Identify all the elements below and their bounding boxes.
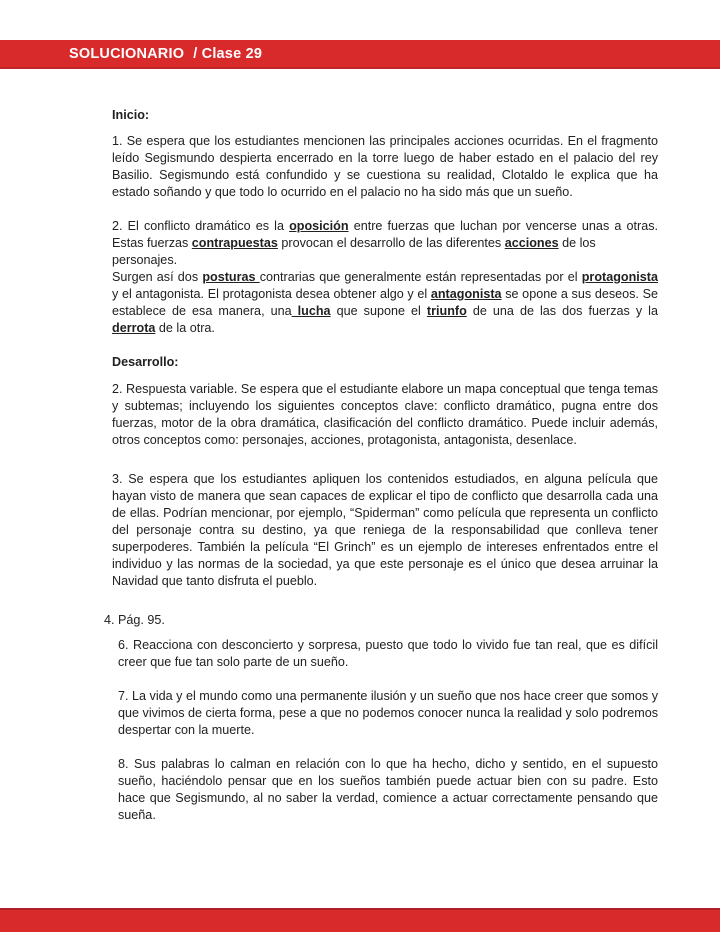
text-run: y el antagonista. El protagonista desea obtener algo y el (112, 287, 431, 301)
underlined-term-protagonista: protagonista (581, 270, 658, 284)
text-run: que supone el (330, 304, 427, 318)
paragraph-answer-7: 7. La vida y el mundo como una permanente ilusión y un sueño que nos hace creer que somos y que vivimos de cierta forma, pese a que no podemos conocer nunca la realidad y solo podremos despertar con la muerte. (118, 689, 658, 737)
text-run: Surgen así dos (112, 270, 203, 284)
underlined-term-posturas: posturas (202, 270, 260, 284)
paragraph-answer-desarrollo-3: 3. Se espera que los estudiantes apliquen los contenidos estudiados, en alguna película que hayan visto de manera que sean capaces de explicar el tipo de conflicto que desarrolla cada una de ellas. Podrían mencionar, por ejemplo, “Spiderman” como película que representa un conflicto del personaje contra su destino, ya que reniega de la responsabilidad que conlleva tener superpoderes. También la película “El Grinch” es un ejemplo de intereses enfrentados entre el individuo y las normas de la sociedad, ya que este personaje es el único que desea arruinar la Navidad que tanto disfruta el pueblo. (112, 472, 658, 588)
underlined-term-contrapuestas: contrapuestas (191, 236, 278, 250)
header-bar (0, 40, 720, 69)
underlined-term-triunfo: triunfo (426, 304, 467, 318)
underlined-term-derrota: derrota (112, 321, 156, 335)
text-run: provocan el desarrollo de las diferentes (277, 236, 505, 250)
title-brand: SOLUCIONARIO (69, 45, 185, 62)
document-title (69, 46, 262, 62)
underlined-term-oposicion: oposición (289, 219, 349, 233)
underlined-term-lucha: lucha (291, 304, 331, 318)
document-content (104, 107, 658, 841)
paragraph-answer-6: 6. Reacciona con desconcierto y sorpresa, puesto que todo lo vivido fue tan real, que es difícil creer que fue tan solo parte de un sueño. (118, 638, 658, 669)
title-class-label: / Clase 29 (193, 45, 263, 62)
paragraph-answer-1: 1. Se espera que los estudiantes mencionen las principales acciones ocurridas. En el fragmento leído Segismundo despierta encerrado en la torre luego de haber estado en el palacio del rey Basilio. Segismundo está confundido y se cuestiona su realidad, Clotaldo le explica que ha estado soñando y que todo lo ocurrido en el palacio no ha sido más que un sueño. (112, 134, 658, 199)
text-run: contrarias que generalmente están representadas por el (259, 270, 582, 284)
paragraph-answer-2a (112, 218, 658, 269)
paragraph-answer-2b (112, 269, 658, 337)
text-run: 2. El conflicto dramático es la (112, 219, 290, 233)
underlined-term-antagonista: antagonista (430, 287, 502, 301)
section-heading-desarrollo: Desarrollo: (112, 355, 179, 369)
paragraph-answer-8: 8. Sus palabras lo calman en relación con lo que ha hecho, dicho y sentido, en el supuesto sueño, haciéndolo pensar que en los sueños también puede actuar bien con su padre. Esto hace que Segismundo, al no saber la verdad, comience a actuar correctamente pensando que sueña. (118, 757, 658, 822)
paragraph-answer-desarrollo-2: 2. Respuesta variable. Se espera que el estudiante elabore un mapa conceptual que tenga temas y subtemas; incluyendo los siguientes conceptos clave: conflicto dramático, pugna entre dos fuerzas, motor de la obra dramática, clasificación del conflicto dramático. Puede incluir además, otros conceptos como: personajes, acciones, protagonista, antagonista, desenlace. (112, 382, 658, 447)
text-run: de los (558, 236, 596, 250)
footer-bar (0, 908, 720, 932)
underlined-term-acciones: acciones (504, 236, 559, 250)
section-heading-inicio: Inicio: (112, 108, 150, 122)
page-reference: 4. Pág. 95. (104, 613, 165, 627)
text-run: se opone a sus deseos. Se establece de esa manera, una (112, 287, 658, 318)
text-run: personajes. (112, 253, 178, 267)
text-run: entre fuerzas que luchan por vencerse unas a otras. Estas fuerzas (112, 219, 658, 250)
text-run: de una de las dos fuerzas y la (466, 304, 658, 318)
text-run: de la otra. (155, 321, 215, 335)
